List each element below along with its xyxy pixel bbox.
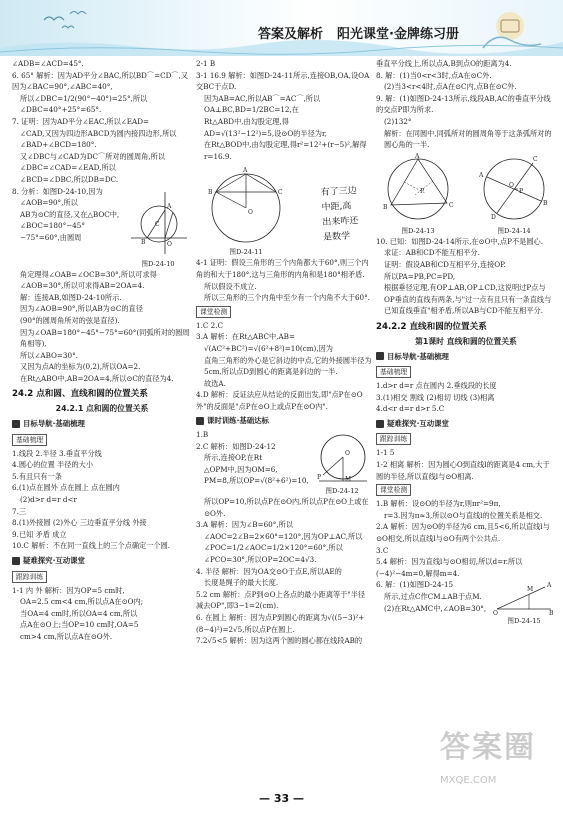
answer-line: ∠AOC=2∠B=2×60°=120°,因为OP⊥AC,所以: [204, 531, 363, 541]
answer-line: 长度是绳子的最大长度.: [204, 578, 279, 588]
subsection-heading: 第1课时 直线和圆的位置关系: [415, 336, 517, 346]
text-line: 7. 证明：因为AD平分∠EAC,所以∠EAD=: [12, 116, 150, 126]
section-bar-label: 目标导航·基础梳理: [23, 419, 85, 429]
square-bullet-icon: [376, 420, 384, 428]
text-line: 8. 分析：如图D-24-10,因为: [12, 186, 103, 196]
text-line: 所以∠ABO=30°.: [20, 350, 78, 360]
svg-text:A: A: [415, 152, 420, 160]
column-2: [196, 58, 372, 647]
answer-line: 1.线段 2.半径 3.垂直平分线: [12, 448, 102, 458]
handwritten-note: [320, 184, 359, 246]
svg-text:C: C: [278, 189, 283, 197]
answer-line: 5.有且只有一条: [12, 471, 62, 481]
section-bar-label: 疑难探究·互动课堂: [387, 418, 449, 428]
text-line: ∠AOB=30°,所以可求得AB=2OA=4.: [20, 281, 145, 291]
answer-line: 1.d>r d=r 点在圆内 2.垂线段的长度: [376, 381, 497, 391]
problem-2-block: [196, 429, 372, 496]
answer-line: (2)在Rt△AMC中,∠AOB=30°,: [384, 603, 487, 613]
answer-line: 6. 解：(1)如图D-24-15: [376, 580, 454, 590]
text-line: ∠CAD,又因为四边形ABCD为圆内接四边形,所以∠BAD+∠BCD=180°.: [20, 128, 177, 150]
answer-line: 8.(1)外接圆 (2)外心 三边垂直平分线 外接: [12, 518, 147, 528]
answer-line: 所示,连接OP,在Rt: [204, 453, 263, 463]
text-line: 因为∠OAB=180°−45°−75°=60°(同弧所对的圆周角相等),: [20, 327, 190, 349]
svg-text:M: M: [345, 476, 352, 484]
answer-line: 4.圆心的位置 半径的大小: [12, 460, 94, 470]
answer-line: (2)d>r d=r d<r: [20, 495, 77, 505]
answer-line: 1-1 内 外 解析：因为OP=5 cm时,: [12, 585, 125, 595]
answer-line: 3.C: [376, 545, 389, 555]
answer-line: 4.d<r d=r d>r 5.C: [376, 404, 445, 414]
text-line: 所以三角形的三个内角中至少有一个内角不大于60°.: [204, 293, 370, 303]
handwritten-line: 中距,高: [321, 201, 352, 213]
text-line: ∠AOB=90°,所以: [20, 198, 78, 208]
text-line: Rt△ABD中,由勾股定理,得: [204, 116, 289, 126]
answer-line: 9.已知 矛盾 成立: [12, 529, 67, 539]
text-line: 因为∠AOB=90°,所以AB为⊙C的直径: [20, 304, 143, 314]
answer-line: 4.D 解析：反证法应从结论的反面出发,即"点P在⊙O外"的反面是"点P在⊙O上或点P在⊙O内".: [196, 390, 363, 411]
handwritten-line: 出来咋还: [322, 216, 359, 228]
svg-text:B: B: [543, 199, 548, 207]
figure-caption: 图D-24-11: [229, 248, 263, 257]
answer-line: OA=2.5 cm<4 cm,所以点A在⊙O内;: [20, 597, 144, 607]
text-line: −75°=60°,由圆周: [20, 232, 82, 242]
text-line: (2)132°: [384, 116, 412, 126]
text-line: 在Rt△ABO中,AB=2OA=4,所以⊙C的直径为4.: [20, 373, 174, 383]
text-line: 证明：假设AB和CD互相平分,连接OP.: [384, 259, 506, 269]
answer-line: r=3.因为π≈3,所以⊙O与直线l的位置关系是相交.: [384, 510, 543, 520]
text-line: 所以PA=PB,PC=PD,: [384, 271, 456, 281]
text-line: 解：连接AB,如图D-24-10所示.: [20, 292, 122, 302]
figure-d-24-10: [124, 186, 192, 269]
figure-d-24-15: [492, 579, 556, 626]
answer-line: 点A在⊙O上;当OP=10 cm时,OA=5: [20, 620, 139, 630]
answer-line: 7.2√5<5 解析：因为这两个圆的圆心都在线段AB的: [196, 636, 363, 646]
tag-label: 基础梳理: [12, 434, 47, 446]
text-line: 4-1 证明：假设三角形的三个内角都大于60°,则三个内角的和大于180°,这与三角形的内角和是180°相矛盾.: [196, 258, 369, 279]
svg-text:P: P: [317, 474, 322, 482]
answer-line: 故选A.: [204, 378, 226, 388]
text-line: 又∠DBC与∠CAD为DC⌒所对的圆周角,所以∠DBC=∠CAD=∠EAD,所以: [20, 151, 165, 173]
text-line: 根据垂径定理,有OP⊥AB,OP⊥CD,这说明过P点与OP垂直的直线有两条,与"过一点有且只有一条直线与已知直线垂直"相矛盾,所以AB与CD不能互相平分.: [384, 283, 552, 316]
answer-line: 2.C 解析：如图D-24-12: [196, 441, 276, 451]
column-1: [12, 58, 192, 643]
text-line: ∠BCD=∠DBC,所以DB=DC.: [20, 174, 119, 184]
section-bar: [12, 555, 192, 567]
text-line: ∠ADB=∠ACD=45°.: [12, 59, 84, 68]
answer-line: 3.A 解析：因为∠B=60°,所以: [196, 520, 293, 530]
figure-d-24-12: [312, 429, 372, 496]
figure-d-24-15-diagram: [493, 581, 555, 615]
figure-d-24-13: [376, 151, 460, 236]
section-bar-label: 课时训练·基础达标: [207, 416, 269, 426]
tag-label: 跟踪训练: [376, 433, 411, 445]
figure-d-24-11: [196, 164, 296, 257]
figures-13-14: [376, 151, 556, 236]
svg-text:C: C: [533, 155, 538, 163]
header-title-left: 答案及解析: [258, 27, 324, 42]
svg-text:M: M: [527, 586, 534, 594]
svg-text:B: B: [549, 610, 554, 616]
square-bullet-icon: [12, 420, 20, 428]
text-line: 所以∠DBC=1/2(90°−40°)=25°,所以: [20, 93, 148, 103]
answer-line: 1-2 相离 解析：因为圆心O到直线l的距离是4 cm,大于圆的半径,所以直线l与⊙O相离.: [376, 460, 550, 481]
text-line: (90°的圆周角所对的弦是直径).: [20, 315, 120, 325]
answer-line: 所以OP=10,所以点P在⊙O内,所以点P在⊙O上或在⊙O外.: [204, 497, 369, 518]
answer-line: 1.B 解析：设⊙O的半径为r,则πr²=9π,: [376, 499, 501, 509]
problem-8-block: [12, 186, 192, 269]
text-line: AD=√(13²−12²)=5,设⊙O的半径为r,: [204, 128, 327, 138]
text-line: 又因为点A的坐标为(0,2),所以OA=2.: [20, 362, 141, 372]
square-bullet-icon: [376, 352, 384, 360]
text-line: 垂直平分线上,所以点A,B到点O的距离为4.: [376, 59, 512, 68]
answer-line: △OPM中,因为OM=6,: [204, 464, 278, 474]
square-bullet-icon: [12, 557, 20, 565]
answer-line: 5.4 解析：因为直线l与⊙O相切,所以d=r.所以(−4)²−4m=0,解得m=4.: [376, 557, 523, 578]
answer-line: 所示,过点C作CM⊥AB于点M.: [384, 592, 482, 601]
svg-text:C: C: [155, 220, 160, 228]
answer-line: 10.C 解析：不在同一直线上的三个点确定一个圆.: [12, 541, 171, 551]
svg-text:P: P: [420, 187, 425, 195]
svg-text:O: O: [509, 181, 514, 189]
text-line: ∠DBC=40°+25°=65°.: [20, 105, 102, 115]
svg-text:A: A: [167, 202, 172, 210]
section-bar: [376, 418, 556, 430]
svg-text:O: O: [493, 610, 498, 616]
text-line: 2-1 B: [196, 59, 216, 68]
text-line: 10. 已知：如图D-24-14所示,在⊙O中,点P不是圆心.: [376, 236, 543, 246]
text-line: 3-1 16.9 解析：如图D-24-11所示,连接OB,OA,设OA交BC于点D.: [196, 70, 370, 92]
handwritten-line: 有了三边: [320, 186, 358, 198]
answer-line: 7.三: [12, 506, 27, 516]
svg-text:O: O: [248, 209, 253, 217]
answer-line: 4. 半径 解析：因为OA交⊙O于点E,所以AE的: [196, 566, 342, 576]
section-bar: [196, 415, 372, 427]
text-line: 8. 解：(1)当0<r<3时,点A在⊙C外.: [376, 70, 492, 80]
header-title-right: 阳光课堂·金牌练习册: [337, 27, 459, 42]
answer-line: ∠POC=1/2∠AOC=1/2×120°=60°,所以: [204, 543, 343, 553]
text-line: OA⊥BC,BD=1/2BC=12,在: [204, 105, 299, 115]
section-bar: [12, 418, 192, 430]
square-bullet-icon: [196, 417, 204, 425]
answer-line: 直角三角形的外心是它斜边的中点,它的外接圆半径为5cm,所以点D到圆心的距离是斜边的一半.: [204, 355, 372, 377]
text-line: 9. 解：(1)如图D-24-13所示,线段AB,AC的垂直平分线的交点P即为所求.: [376, 93, 551, 115]
text-line: ∠BOC=180°−45°: [20, 221, 85, 231]
birds-icon: [40, 6, 100, 32]
section-bar: [376, 351, 556, 363]
answer-line: 1.C 2.C: [196, 320, 223, 330]
header-illustration-icon: [475, 4, 545, 52]
svg-text:A: A: [547, 582, 552, 590]
text-line: 角定理得∠OAB=∠OCB=30°,所以可求得: [20, 269, 157, 279]
answer-line: 6. 在圆上 解析：因为点P到圆心的距离为√((5−3)²+(8−4)²)=2√5,所以点P在圆上.: [196, 613, 365, 634]
section-heading: 24.2 点和圆、直线和圆的位置关系: [12, 389, 148, 400]
watermark-url: MXQE.COM: [440, 775, 497, 786]
section-bar-label: 目标导航·基础梳理: [387, 351, 449, 361]
text-line: 6. 65° 解析：因为AD平分∠BAC,所以BD⌒=CD⌒,又因为∠BAC=90°,∠ABC=40°,: [12, 70, 189, 92]
problem-6-block: [376, 579, 556, 626]
text-line: AB为⊙C的直径,又在△BOC中,: [20, 209, 120, 219]
text-line: 解析：在同圆中,同弧所对的圆周角等于这条弧所对的圆心角的一半.: [384, 128, 552, 150]
text-line: 在Rt△BOD中,由勾股定理,得r²=12²+(r−5)²,解得r=16.9.: [204, 140, 367, 161]
column-3: [376, 58, 556, 626]
figure-caption: 图D-24-13: [401, 226, 435, 235]
answer-line: 3.A 解析：在Rt△ABC中,AB=: [196, 332, 295, 342]
svg-text:B: B: [208, 189, 213, 197]
figure-caption: 图D-24-14: [497, 226, 531, 235]
svg-text:A: A: [479, 171, 484, 179]
svg-text:O: O: [167, 240, 172, 248]
tag-label: 跟踪训练: [12, 571, 47, 583]
answer-line: PM=8,所以OP=√(8²+6²)=10,: [204, 476, 309, 486]
figure-caption: 图D-24-10: [141, 259, 175, 268]
svg-text:O: O: [345, 450, 350, 458]
figure-caption: 图D-24-12: [325, 487, 359, 496]
answer-line: 2.A 解析：因为⊙O的半径为6 cm,且5<6,所以直线l与⊙O相交,所以直线l与⊙O有两个公共点.: [376, 522, 550, 544]
answer-line: 1.B: [196, 430, 209, 440]
answer-line: 当OA=4 cm时,所以OA=4 cm,所以: [20, 608, 138, 618]
figure-caption: 图D-24-15: [507, 617, 541, 626]
text-line: 求证：AB和CD不能互相平分.: [384, 248, 480, 258]
subsection-heading: 24.2.1 点和圆的位置关系: [55, 404, 149, 414]
svg-text:C: C: [449, 201, 454, 209]
tag-label: 课堂检测: [376, 484, 411, 496]
figure-d-24-14: [472, 151, 556, 236]
figure-d-24-13-diagram: [377, 153, 459, 225]
svg-text:D: D: [491, 213, 496, 221]
text-line: 所以假设不成立.: [204, 281, 257, 291]
text-line: (2)当3<r<4时,点A在⊙C内,点B在⊙C外.: [384, 82, 517, 92]
svg-text:P: P: [519, 187, 524, 195]
figure-d-24-12-diagram: [313, 431, 371, 485]
handwritten-line: 是数学: [322, 231, 351, 243]
page-header: [0, 0, 563, 56]
answer-line: 3.(1)相交 割线 (2)相切 切线 (3)相离: [376, 392, 495, 402]
section-heading: 24.2.2 直线和圆的位置关系: [376, 321, 487, 332]
figure-d-24-11-diagram: [200, 164, 292, 246]
answer-line: 6.(1)点在圆外 点在圆上 点在圆内: [12, 483, 120, 493]
text-line: 因为AB=AC,所以AB⌒=AC⌒,所以: [204, 93, 321, 103]
svg-text:B: B: [141, 238, 146, 246]
figure-d-24-14-diagram: [473, 153, 555, 225]
tag-label: 基础梳理: [376, 366, 411, 378]
svg-text:B: B: [383, 203, 388, 211]
answer-line: 5.2 cm 解析：点P到⊙O上各点的最小距离等于"半径减去OP",即3−1=2(cm).: [196, 589, 366, 611]
figure-d-24-10-diagram: [125, 188, 191, 258]
section-bar-label: 疑难探究·互动课堂: [23, 556, 85, 565]
header-title: [258, 29, 459, 41]
answer-line: ∠PCO=30°,所以OP=2OC=4√3.: [204, 555, 317, 565]
watermark: 答案圈: [440, 730, 536, 765]
answer-line: 1-1 5: [376, 448, 395, 458]
page-number: — 33 —: [259, 792, 304, 805]
svg-text:A: A: [243, 167, 248, 175]
answer-line: cm>4 cm,所以点A在⊙O外.: [20, 631, 113, 641]
tag-label: 课堂检测: [196, 306, 231, 318]
answer-line: √(AC²+BC²)=√(6²+8²)=10(cm),因为: [204, 343, 333, 353]
